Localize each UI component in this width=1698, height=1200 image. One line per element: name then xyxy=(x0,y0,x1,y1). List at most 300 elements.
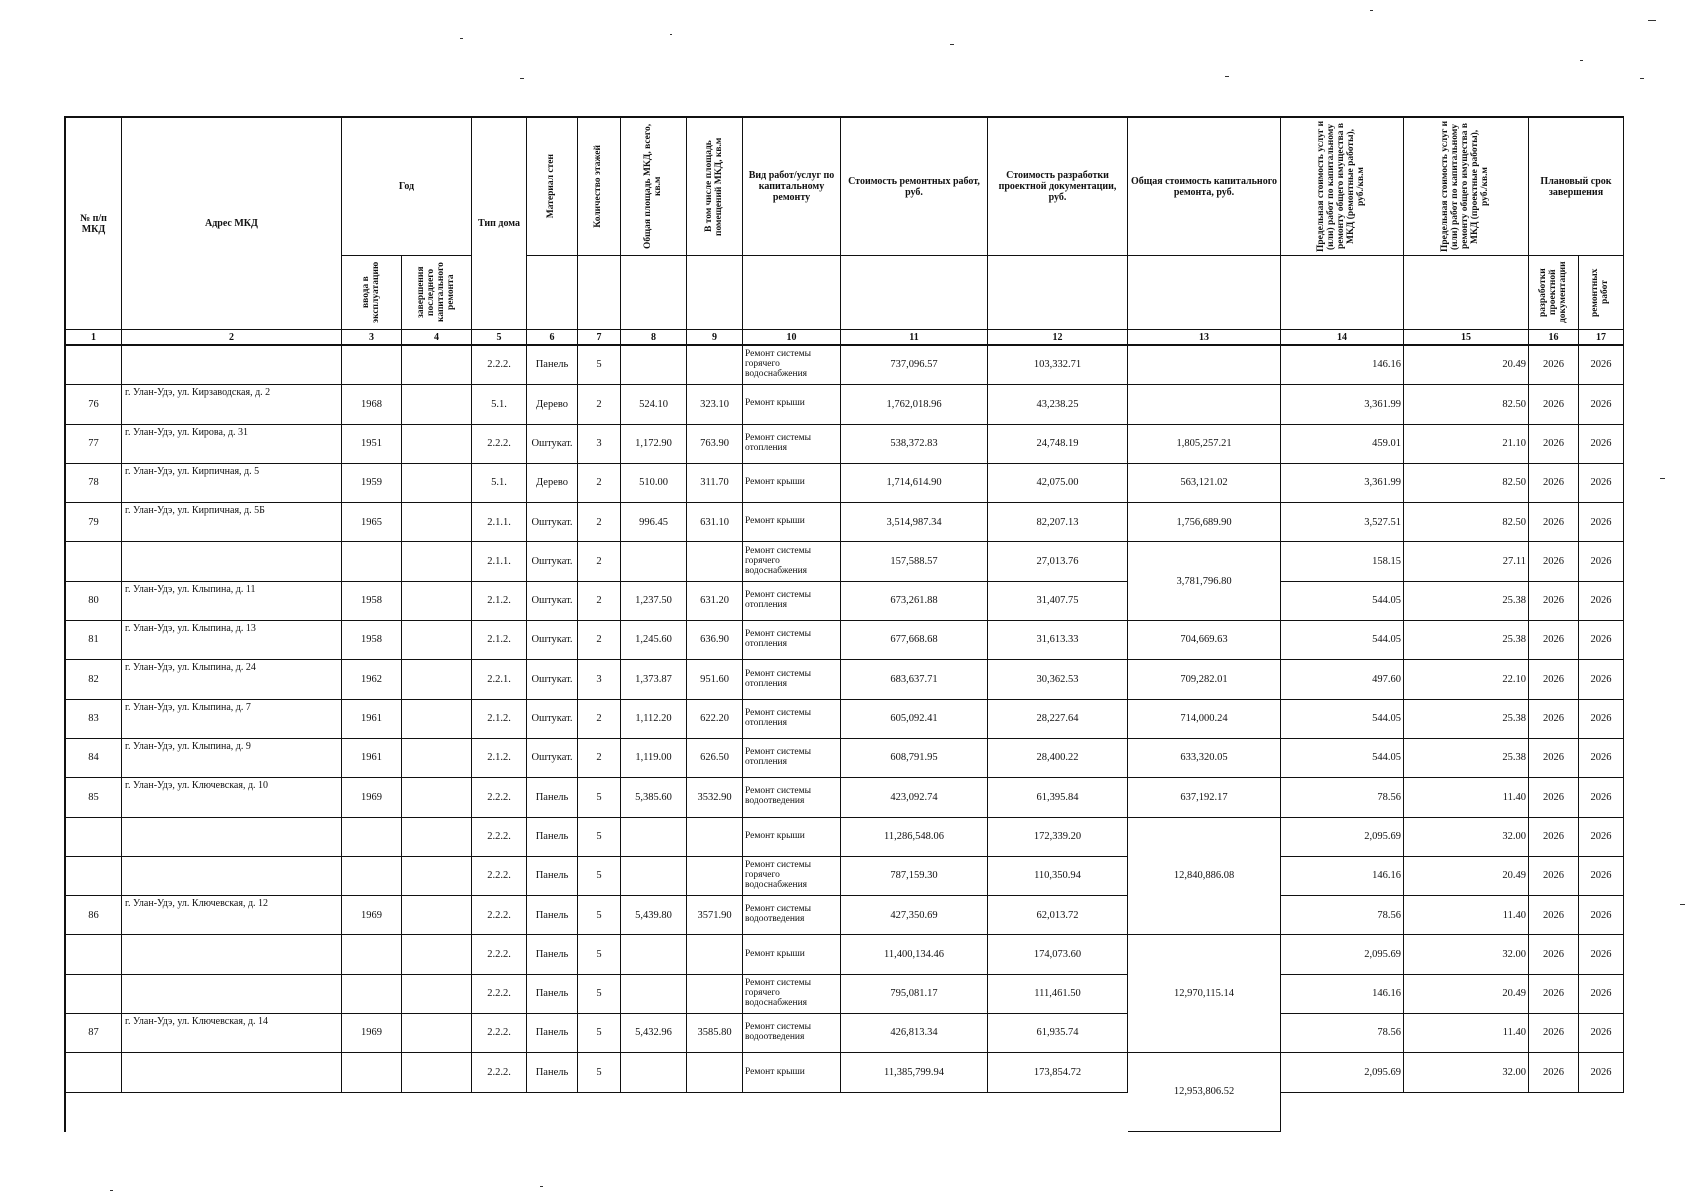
column-number: 15 xyxy=(1404,330,1529,346)
house-type-cell: 2.1.2. xyxy=(472,582,527,621)
header-blank xyxy=(621,256,687,330)
work-type-cell: Ремонт системы отопления xyxy=(743,425,841,464)
header-design-deadline: разработки проектной документации xyxy=(1537,261,1568,324)
year-last-repair-cell xyxy=(402,1014,472,1053)
wall-material-cell: Оштукат. xyxy=(527,700,578,739)
wall-material-cell: Дерево xyxy=(527,464,578,503)
scan-speck xyxy=(1640,78,1644,79)
year-commissioning-cell: 1969 xyxy=(342,896,402,935)
limit-design-cell: 22.10 xyxy=(1404,660,1529,699)
work-type-cell: Ремонт системы отопления xyxy=(743,582,841,621)
design-deadline-cell: 2026 xyxy=(1529,739,1579,778)
year-last-repair-cell xyxy=(402,385,472,424)
repair-deadline-cell: 2026 xyxy=(1579,542,1624,581)
header-limit-repair: Предельная стоимость услуг и (или) работ по капитальному ремонту общего имущества в МКД (ремонтные работы), руб./кв.м xyxy=(1316,120,1366,253)
header-year: Год xyxy=(342,118,472,256)
header-floors-cell xyxy=(578,118,621,256)
year-commissioning-cell xyxy=(342,975,402,1014)
header-total-cost: Общая стоимость капитального ремонта, руб. xyxy=(1128,118,1281,256)
design-cost-cell: 28,400.22 xyxy=(988,739,1128,778)
design-deadline-cell: 2026 xyxy=(1529,464,1579,503)
design-deadline-cell: 2026 xyxy=(1529,346,1579,385)
floors-cell: 5 xyxy=(578,778,621,817)
address-cell: г. Улан-Удэ, ул. Кирпичная, д. 5Б xyxy=(122,503,342,542)
total-area-cell xyxy=(621,935,687,974)
year-commissioning-cell: 1969 xyxy=(342,1014,402,1053)
wall-material-cell: Панель xyxy=(527,857,578,896)
total-cost-cell: 714,000.24 xyxy=(1128,700,1281,739)
work-type-cell: Ремонт системы горячего водоснабжения xyxy=(743,975,841,1014)
address-cell: г. Улан-Удэ, ул. Ключевская, д. 14 xyxy=(122,1014,342,1053)
year-last-repair-cell xyxy=(402,660,472,699)
header-blank xyxy=(988,256,1128,330)
work-type-cell: Ремонт системы водоотведения xyxy=(743,896,841,935)
wall-material-cell: Панель xyxy=(527,346,578,385)
premises-area-cell xyxy=(687,975,743,1014)
column-number: 17 xyxy=(1579,330,1624,346)
house-type-cell: 2.2.2. xyxy=(472,346,527,385)
year-commissioning-cell xyxy=(342,857,402,896)
year-commissioning-cell: 1962 xyxy=(342,660,402,699)
year-commissioning-cell: 1969 xyxy=(342,778,402,817)
repair-deadline-cell: 2026 xyxy=(1579,896,1624,935)
repair-cost-cell: 427,350.69 xyxy=(841,896,988,935)
total-area-cell xyxy=(621,857,687,896)
year-last-repair-cell xyxy=(402,778,472,817)
limit-design-cell: 20.49 xyxy=(1404,857,1529,896)
design-cost-cell: 28,227.64 xyxy=(988,700,1128,739)
house-type-cell: 2.1.2. xyxy=(472,621,527,660)
wall-material-cell: Дерево xyxy=(527,385,578,424)
design-deadline-cell: 2026 xyxy=(1529,896,1579,935)
address-cell: г. Улан-Удэ, ул. Кирпичная, д. 5 xyxy=(122,464,342,503)
total-area-cell: 510.00 xyxy=(621,464,687,503)
design-deadline-cell: 2026 xyxy=(1529,818,1579,857)
limit-design-cell: 27.11 xyxy=(1404,542,1529,581)
house-type-cell: 2.2.2. xyxy=(472,975,527,1014)
header-blank xyxy=(687,256,743,330)
header-design-deadline-cell xyxy=(1529,256,1579,330)
limit-design-cell: 82.50 xyxy=(1404,464,1529,503)
year-commissioning-cell: 1959 xyxy=(342,464,402,503)
address-cell xyxy=(122,346,342,385)
column-number: 8 xyxy=(621,330,687,346)
mkd-number-cell: 78 xyxy=(66,464,122,503)
design-deadline-cell: 2026 xyxy=(1529,778,1579,817)
repair-cost-cell: 677,668.68 xyxy=(841,621,988,660)
total-cost-cell xyxy=(1128,346,1281,385)
repair-cost-cell: 1,762,018.96 xyxy=(841,385,988,424)
limit-design-cell: 11.40 xyxy=(1404,1014,1529,1053)
column-number: 16 xyxy=(1529,330,1579,346)
premises-area-cell xyxy=(687,818,743,857)
repair-cost-cell: 605,092.41 xyxy=(841,700,988,739)
work-type-cell: Ремонт крыши xyxy=(743,935,841,974)
year-last-repair-cell xyxy=(402,818,472,857)
repair-deadline-cell: 2026 xyxy=(1579,975,1624,1014)
repair-deadline-cell: 2026 xyxy=(1579,778,1624,817)
address-cell: г. Улан-Удэ, ул. Клыпина, д. 9 xyxy=(122,739,342,778)
mkd-number-cell xyxy=(66,542,122,581)
header-year-last-repair-cell xyxy=(402,256,472,330)
design-cost-cell: 31,407.75 xyxy=(988,582,1128,621)
house-type-cell: 2.2.2. xyxy=(472,778,527,817)
work-type-cell: Ремонт системы горячего водоснабжения xyxy=(743,346,841,385)
year-last-repair-cell xyxy=(402,425,472,464)
repair-cost-cell: 673,261.88 xyxy=(841,582,988,621)
header-year-last-repair: завершения последнего капитального ремонта xyxy=(415,262,456,323)
repair-cost-cell: 157,588.57 xyxy=(841,542,988,581)
header-limit-design: Предельная стоимость услуг и (или) работ по капитальному ремонту общего имущества в МКД (проектные работы), руб./кв.м xyxy=(1440,120,1490,253)
total-cost-cell xyxy=(1128,385,1281,424)
limit-repair-cell: 497.60 xyxy=(1281,660,1404,699)
floors-cell: 2 xyxy=(578,542,621,581)
total-area-cell: 1,237.50 xyxy=(621,582,687,621)
design-deadline-cell: 2026 xyxy=(1529,425,1579,464)
column-number: 9 xyxy=(687,330,743,346)
mkd-number-cell: 83 xyxy=(66,700,122,739)
header-blank xyxy=(1404,256,1529,330)
limit-design-cell: 32.00 xyxy=(1404,1053,1529,1092)
limit-repair-cell: 3,527.51 xyxy=(1281,503,1404,542)
design-deadline-cell: 2026 xyxy=(1529,582,1579,621)
house-type-cell: 2.1.1. xyxy=(472,503,527,542)
scan-speck xyxy=(520,78,524,79)
year-last-repair-cell xyxy=(402,739,472,778)
design-deadline-cell: 2026 xyxy=(1529,975,1579,1014)
header-design-cost: Стоимость разработки проектной документации, руб. xyxy=(988,118,1128,256)
header-address: Адрес МКД xyxy=(122,118,342,330)
scan-speck xyxy=(460,38,463,39)
scan-speck xyxy=(670,34,672,35)
limit-repair-cell: 78.56 xyxy=(1281,896,1404,935)
column-number: 7 xyxy=(578,330,621,346)
year-last-repair-cell xyxy=(402,1053,472,1092)
header-repair-deadline-cell xyxy=(1579,256,1624,330)
total-cost-cell: 1,756,689.90 xyxy=(1128,503,1281,542)
design-deadline-cell: 2026 xyxy=(1529,1014,1579,1053)
premises-area-cell: 631.10 xyxy=(687,503,743,542)
repair-cost-cell: 426,813.34 xyxy=(841,1014,988,1053)
repair-deadline-cell: 2026 xyxy=(1579,621,1624,660)
premises-area-cell: 763.90 xyxy=(687,425,743,464)
repair-cost-cell: 11,400,134.46 xyxy=(841,935,988,974)
address-cell xyxy=(122,935,342,974)
wall-material-cell: Оштукат. xyxy=(527,660,578,699)
header-repair-cost: Стоимость ремонтных работ, руб. xyxy=(841,118,988,256)
repair-cost-cell: 1,714,614.90 xyxy=(841,464,988,503)
limit-design-cell: 32.00 xyxy=(1404,935,1529,974)
header-premises-area-cell xyxy=(687,118,743,256)
design-cost-cell: 43,238.25 xyxy=(988,385,1128,424)
floors-cell: 5 xyxy=(578,346,621,385)
header-limit-repair-cell xyxy=(1281,118,1404,256)
limit-design-cell: 25.38 xyxy=(1404,700,1529,739)
year-last-repair-cell xyxy=(402,542,472,581)
repair-cost-cell: 11,385,799.94 xyxy=(841,1053,988,1092)
year-commissioning-cell: 1961 xyxy=(342,739,402,778)
work-type-cell: Ремонт крыши xyxy=(743,503,841,542)
floors-cell: 2 xyxy=(578,621,621,660)
header-floors: Количество этажей xyxy=(593,145,604,228)
design-deadline-cell: 2026 xyxy=(1529,385,1579,424)
design-deadline-cell: 2026 xyxy=(1529,660,1579,699)
column-number: 2 xyxy=(122,330,342,346)
work-type-cell: Ремонт системы отопления xyxy=(743,739,841,778)
total-cost-cell: 709,282.01 xyxy=(1128,660,1281,699)
year-commissioning-cell: 1951 xyxy=(342,425,402,464)
total-area-cell: 5,432.96 xyxy=(621,1014,687,1053)
year-last-repair-cell xyxy=(402,857,472,896)
wall-material-cell: Панель xyxy=(527,778,578,817)
repair-deadline-cell: 2026 xyxy=(1579,1014,1624,1053)
address-cell: г. Улан-Удэ, ул. Ключевская, д. 10 xyxy=(122,778,342,817)
work-type-cell: Ремонт крыши xyxy=(743,1053,841,1092)
total-area-cell: 524.10 xyxy=(621,385,687,424)
repair-deadline-cell: 2026 xyxy=(1579,700,1624,739)
year-commissioning-cell xyxy=(342,542,402,581)
header-year-commissioning-cell xyxy=(342,256,402,330)
floors-cell: 2 xyxy=(578,464,621,503)
address-cell xyxy=(122,857,342,896)
scan-speck xyxy=(950,44,954,45)
mkd-number-cell xyxy=(66,975,122,1014)
header-blank xyxy=(578,256,621,330)
repair-cost-cell: 787,159.30 xyxy=(841,857,988,896)
floors-cell: 5 xyxy=(578,1014,621,1053)
limit-repair-cell: 146.16 xyxy=(1281,857,1404,896)
year-commissioning-cell: 1958 xyxy=(342,582,402,621)
header-blank xyxy=(841,256,988,330)
mkd-number-cell xyxy=(66,818,122,857)
header-blank xyxy=(527,256,578,330)
floors-cell: 2 xyxy=(578,700,621,739)
total-area-cell xyxy=(621,542,687,581)
premises-area-cell xyxy=(687,346,743,385)
limit-design-cell: 25.38 xyxy=(1404,621,1529,660)
work-type-cell: Ремонт системы отопления xyxy=(743,660,841,699)
column-number: 4 xyxy=(402,330,472,346)
total-cost-cell: 633,320.05 xyxy=(1128,739,1281,778)
column-number: 10 xyxy=(743,330,841,346)
work-type-cell: Ремонт системы отопления xyxy=(743,700,841,739)
address-cell: г. Улан-Удэ, ул. Ключевская, д. 12 xyxy=(122,896,342,935)
limit-repair-cell: 2,095.69 xyxy=(1281,818,1404,857)
house-type-cell: 5.1. xyxy=(472,385,527,424)
header-wall-material: Материал стен xyxy=(546,154,557,219)
house-type-cell: 2.1.2. xyxy=(472,739,527,778)
limit-repair-cell: 78.56 xyxy=(1281,1014,1404,1053)
total-cost-cell: 12,970,115.14 xyxy=(1128,935,1281,1053)
repair-deadline-cell: 2026 xyxy=(1579,582,1624,621)
repair-deadline-cell: 2026 xyxy=(1579,464,1624,503)
limit-design-cell: 82.50 xyxy=(1404,385,1529,424)
mkd-number-cell xyxy=(66,935,122,974)
design-cost-cell: 42,075.00 xyxy=(988,464,1128,503)
design-cost-cell: 31,613.33 xyxy=(988,621,1128,660)
repair-cost-cell: 538,372.83 xyxy=(841,425,988,464)
limit-repair-cell: 78.56 xyxy=(1281,778,1404,817)
year-last-repair-cell xyxy=(402,621,472,660)
premises-area-cell xyxy=(687,935,743,974)
total-area-cell xyxy=(621,346,687,385)
design-deadline-cell: 2026 xyxy=(1529,935,1579,974)
floors-cell: 3 xyxy=(578,425,621,464)
mkd-number-cell: 80 xyxy=(66,582,122,621)
year-commissioning-cell: 1965 xyxy=(342,503,402,542)
repair-deadline-cell: 2026 xyxy=(1579,503,1624,542)
scan-speck xyxy=(110,1190,113,1191)
total-area-cell: 1,373.87 xyxy=(621,660,687,699)
total-area-cell: 996.45 xyxy=(621,503,687,542)
house-type-cell: 2.2.2. xyxy=(472,1014,527,1053)
year-last-repair-cell xyxy=(402,582,472,621)
column-number: 13 xyxy=(1128,330,1281,346)
design-cost-cell: 172,339.20 xyxy=(988,818,1128,857)
year-commissioning-cell: 1968 xyxy=(342,385,402,424)
premises-area-cell xyxy=(687,1053,743,1092)
mkd-number-cell: 82 xyxy=(66,660,122,699)
limit-design-cell: 20.49 xyxy=(1404,346,1529,385)
repair-cost-cell: 737,096.57 xyxy=(841,346,988,385)
design-cost-cell: 103,332.71 xyxy=(988,346,1128,385)
year-last-repair-cell xyxy=(402,935,472,974)
scan-speck xyxy=(1370,10,1373,11)
mkd-number-cell: 79 xyxy=(66,503,122,542)
capital-repair-table xyxy=(64,116,1624,1132)
total-cost-cell: 12,840,886.08 xyxy=(1128,818,1281,936)
total-cost-cell: 704,669.63 xyxy=(1128,621,1281,660)
repair-deadline-cell: 2026 xyxy=(1579,739,1624,778)
repair-deadline-cell: 2026 xyxy=(1579,660,1624,699)
address-cell: г. Улан-Удэ, ул. Клыпина, д. 24 xyxy=(122,660,342,699)
work-type-cell: Ремонт крыши xyxy=(743,818,841,857)
design-deadline-cell: 2026 xyxy=(1529,503,1579,542)
design-cost-cell: 174,073.60 xyxy=(988,935,1128,974)
premises-area-cell: 311.70 xyxy=(687,464,743,503)
scan-speck xyxy=(1580,60,1583,61)
floors-cell: 3 xyxy=(578,660,621,699)
design-cost-cell: 61,935.74 xyxy=(988,1014,1128,1053)
header-work-type: Вид работ/услуг по капитальному ремонту xyxy=(743,118,841,256)
limit-repair-cell: 459.01 xyxy=(1281,425,1404,464)
total-area-cell: 1,245.60 xyxy=(621,621,687,660)
limit-design-cell: 20.49 xyxy=(1404,975,1529,1014)
header-total-area-cell xyxy=(621,118,687,256)
premises-area-cell: 636.90 xyxy=(687,621,743,660)
address-cell: г. Улан-Удэ, ул. Кирзаводская, д. 2 xyxy=(122,385,342,424)
premises-area-cell: 631.20 xyxy=(687,582,743,621)
premises-area-cell: 622.20 xyxy=(687,700,743,739)
repair-cost-cell: 795,081.17 xyxy=(841,975,988,1014)
wall-material-cell: Панель xyxy=(527,975,578,1014)
repair-cost-cell: 423,092.74 xyxy=(841,778,988,817)
mkd-number-cell: 84 xyxy=(66,739,122,778)
work-type-cell: Ремонт системы водоотведения xyxy=(743,778,841,817)
work-type-cell: Ремонт крыши xyxy=(743,464,841,503)
year-commissioning-cell xyxy=(342,346,402,385)
mkd-number-cell: 76 xyxy=(66,385,122,424)
mkd-number-cell xyxy=(66,857,122,896)
address-cell: г. Улан-Удэ, ул. Клыпина, д. 13 xyxy=(122,621,342,660)
scan-speck xyxy=(1680,904,1685,905)
year-commissioning-cell xyxy=(342,1053,402,1092)
work-type-cell: Ремонт системы водоотведения xyxy=(743,1014,841,1053)
floors-cell: 5 xyxy=(578,857,621,896)
column-number: 3 xyxy=(342,330,402,346)
premises-area-cell: 3585.80 xyxy=(687,1014,743,1053)
total-cost-cell: 563,121.02 xyxy=(1128,464,1281,503)
design-cost-cell: 30,362.53 xyxy=(988,660,1128,699)
premises-area-cell: 3571.90 xyxy=(687,896,743,935)
wall-material-cell: Панель xyxy=(527,935,578,974)
header-wall-material-cell xyxy=(527,118,578,256)
house-type-cell: 2.2.2. xyxy=(472,857,527,896)
total-area-cell: 1,112.20 xyxy=(621,700,687,739)
column-number: 11 xyxy=(841,330,988,346)
repair-cost-cell: 11,286,548.06 xyxy=(841,818,988,857)
floors-cell: 2 xyxy=(578,739,621,778)
year-commissioning-cell xyxy=(342,818,402,857)
year-last-repair-cell xyxy=(402,975,472,1014)
total-cost-cell: 3,781,796.80 xyxy=(1128,542,1281,621)
total-area-cell: 5,439.80 xyxy=(621,896,687,935)
mkd-number-cell xyxy=(66,1053,122,1092)
repair-deadline-cell: 2026 xyxy=(1579,346,1624,385)
design-deadline-cell: 2026 xyxy=(1529,621,1579,660)
design-deadline-cell: 2026 xyxy=(1529,857,1579,896)
header-repair-deadline: ремонтных работ xyxy=(1590,268,1610,317)
wall-material-cell: Панель xyxy=(527,818,578,857)
header-blank xyxy=(743,256,841,330)
floors-cell: 5 xyxy=(578,818,621,857)
design-cost-cell: 111,461.50 xyxy=(988,975,1128,1014)
scan-speck xyxy=(1225,76,1229,77)
wall-material-cell: Панель xyxy=(527,896,578,935)
total-cost-cell: 637,192.17 xyxy=(1128,778,1281,817)
wall-material-cell: Оштукат. xyxy=(527,621,578,660)
design-cost-cell: 173,854.72 xyxy=(988,1053,1128,1092)
work-type-cell: Ремонт системы отопления xyxy=(743,621,841,660)
premises-area-cell: 626.50 xyxy=(687,739,743,778)
total-cost-cell: 12,953,806.52 xyxy=(1128,1053,1281,1132)
year-last-repair-cell xyxy=(402,896,472,935)
limit-repair-cell: 158.15 xyxy=(1281,542,1404,581)
year-commissioning-cell xyxy=(342,935,402,974)
house-type-cell: 2.2.2. xyxy=(472,1053,527,1092)
design-cost-cell: 24,748.19 xyxy=(988,425,1128,464)
limit-design-cell: 11.40 xyxy=(1404,896,1529,935)
design-cost-cell: 62,013.72 xyxy=(988,896,1128,935)
mkd-number-cell: 86 xyxy=(66,896,122,935)
scan-speck xyxy=(1660,478,1665,479)
total-area-cell: 1,172.90 xyxy=(621,425,687,464)
limit-design-cell: 25.38 xyxy=(1404,582,1529,621)
repair-cost-cell: 683,637.71 xyxy=(841,660,988,699)
header-premises-area: В том числе площадь помещений МКД, кв.м xyxy=(703,137,724,236)
column-number: 1 xyxy=(66,330,122,346)
premises-area-cell: 951.60 xyxy=(687,660,743,699)
house-type-cell: 5.1. xyxy=(472,464,527,503)
floors-cell: 2 xyxy=(578,582,621,621)
house-type-cell: 2.2.1. xyxy=(472,660,527,699)
limit-repair-cell: 2,095.69 xyxy=(1281,935,1404,974)
floors-cell: 5 xyxy=(578,1053,621,1092)
address-cell xyxy=(122,818,342,857)
address-cell xyxy=(122,975,342,1014)
wall-material-cell: Панель xyxy=(527,1014,578,1053)
wall-material-cell: Оштукат. xyxy=(527,425,578,464)
